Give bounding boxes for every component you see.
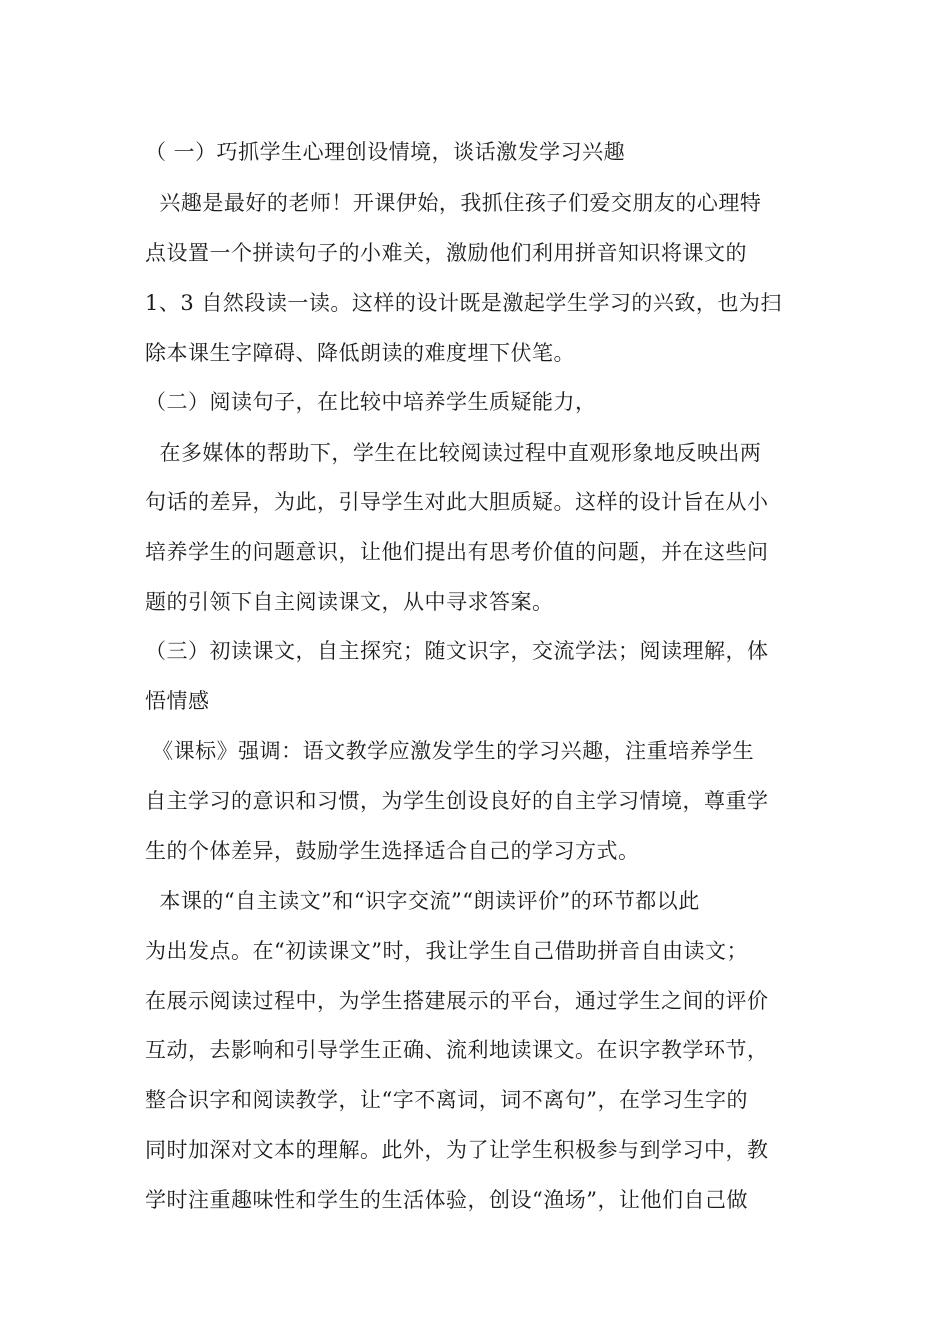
paragraph-line: 本课的“自主读文”和“识字交流”“朗读评价”的环节都以此 — [145, 889, 700, 913]
paragraph-line: 《课标》强调：语文教学应激发学生的学习兴趣，注重培养学生 — [145, 739, 755, 763]
section-heading-3: （三）初读课文，自主探究；随文识字，交流学法；阅读理解，体 — [145, 639, 769, 663]
section-heading-1: （ 一）巧抓学生心理创设情境，谈话激发学习兴趣 — [145, 140, 626, 164]
paragraph-line: 点设置一个拼读句子的小难关，激励他们利用拼音知识将课文的 — [145, 241, 747, 265]
paragraph-line: 学时注重趣味性和学生的生活体验，创设“渔场”，让他们自己做 — [145, 1188, 748, 1212]
paragraph-line: 在展示阅读过程中，为学生搭建展示的平台，通过学生之间的评价 — [145, 989, 769, 1013]
paragraph-line: 除本课生字障碍、降低朗读的难度埋下伏笔。 — [145, 341, 575, 365]
paragraph-line: 生的个体差异，鼓励学生选择适合自己的学习方式。 — [145, 839, 640, 863]
paragraph-line: 同时加深对文本的理解。此外，为了让学生积极参与到学习中，教 — [145, 1138, 769, 1162]
section-heading-3-cont: 悟情感 — [145, 689, 210, 713]
paragraph-line: 在多媒体的帮助下，学生在比较阅读过程中直观形象地反映出两 — [145, 441, 762, 465]
paragraph-line: 句话的差异，为此，引导学生对此大胆质疑。这样的设计旨在从小 — [145, 490, 769, 514]
paragraph-line: 题的引领下自主阅读课文，从中寻求答案。 — [145, 590, 554, 614]
paragraph-line: 兴趣是最好的老师！开课伊始，我抓住孩子们爱交朋友的心理特 — [145, 191, 762, 215]
paragraph-line: 1、3 自然段读一读。这样的设计既是激起学生学习的兴致，也为扫 — [145, 291, 782, 315]
paragraph-line: 互动，去影响和引导学生正确、流利地读课文。在识字教学环节， — [145, 1038, 769, 1062]
paragraph-line: 为出发点。在“初读课文”时，我让学生自己借助拼音自由读文； — [145, 939, 748, 963]
section-heading-2: （二）阅读句子，在比较中培养学生质疑能力， — [145, 390, 597, 414]
paragraph-line: 自主学习的意识和习惯，为学生创设良好的自主学习情境，尊重学 — [145, 789, 769, 813]
paragraph-line: 整合识字和阅读教学，让“字不离词，词不离句”，在学习生字的 — [145, 1088, 748, 1112]
paragraph-line: 培养学生的问题意识，让他们提出有思考价值的问题，并在这些问 — [145, 540, 769, 564]
